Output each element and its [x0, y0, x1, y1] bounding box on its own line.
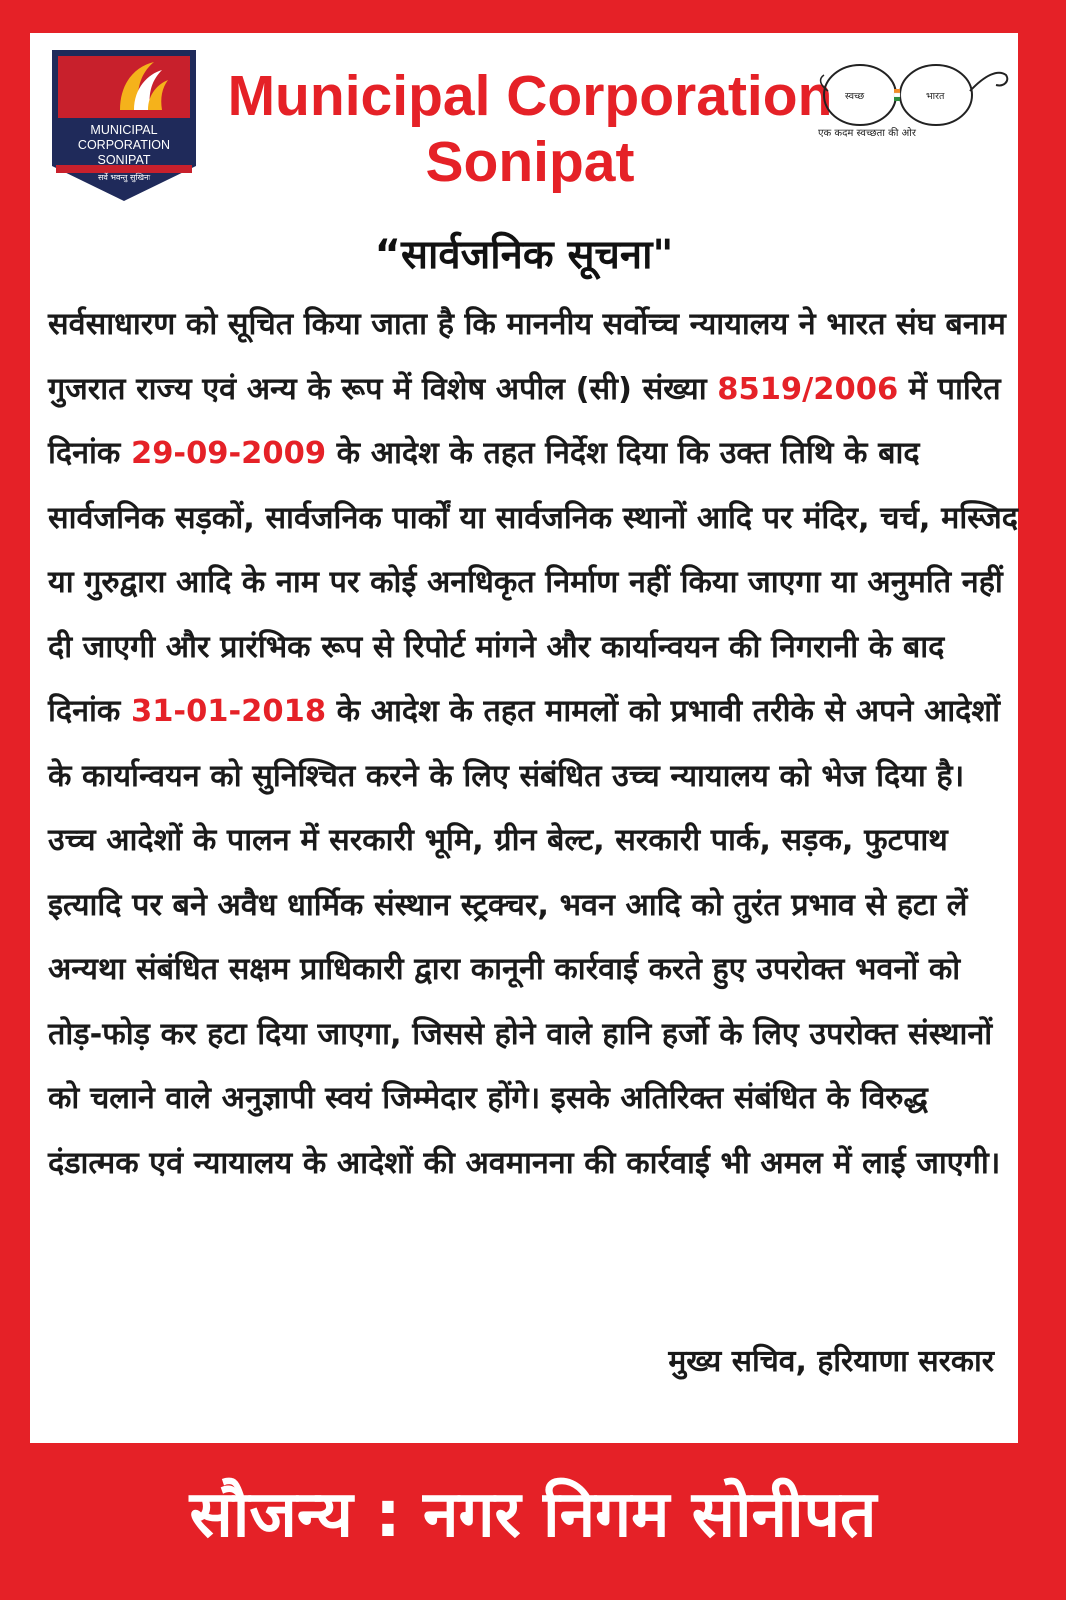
title-line-1: Municipal Corporation [227, 64, 833, 128]
notice-text-part-1: सर्वसाधारण को सूचित किया जाता है कि माननीय सर्वोच्च न्यायालय ने भारत संघ बनाम गुजरात राज्य एवं अन्य के रूप में विशेष अपील (सी) संख्या [48, 307, 1006, 407]
logo-line-2: CORPORATION [77, 138, 171, 152]
notice-text-part-4: के आदेश के तहत मामलों को प्रभावी तरीके से अपने आदेशों के कार्यान्वयन को सुनिश्चित करने के लिए संबंधित उच्च न्यायालय को भेज दिया है। उच्च आदेशों के पालन में सरकारी भूमि, ग्रीन बेल्ट, सरकारी पार्क, सड़क, फुटपाथ इत्यादि पर बने अवैध धार्मिक संस्थान स्ट्रक्चर, भवन आदि को तुरंत प्रभाव से हटा लें अन्यथा संबंधित सक्षम प्राधिकारी द्वारा कानूनी कार्रवाई करते हुए उपरोक्त भवनों को तोड़-फोड़ कर हटा दिया जाएगा, जिससे होने वाले हानि हर्जो के लिए उपरोक्त संस्थानों को चलाने वाले अनुज्ञापी स्वयं जिम्मेदार होंगे। इसके अतिरिक्त संबंधित के विरुद्ध दंडात्मक एवं न्यायालय के आदेशों की अवमानना की कार्रवाई भी अमल में लाई जाएगी। [48, 694, 1001, 1181]
logo-line-1: MUNICIPAL [90, 123, 158, 137]
notice-text-part-2: में पारित दिनांक [48, 371, 1001, 471]
swachh-tagline: एक कदम स्वच्छता की ओर [818, 128, 916, 139]
swachh-right-label: भारत [926, 91, 945, 102]
logo-text [50, 123, 198, 168]
order-date-2: 31-01-2018 [130, 694, 327, 729]
title-line-2: Sonipat [425, 130, 635, 194]
logo-line-3: SONIPAT [97, 153, 151, 167]
case-number: 8519/2006 [717, 371, 899, 407]
notice-text-part-3: के आदेश के तहत निर्देश दिया कि उक्त तिथि के बाद सार्वजनिक सड़कों, सार्वजनिक पार्कों या सार्वजनिक स्थानों आदि पर मंदिर, चर्च, मस्जिद या गुरुद्वारा आदि के नाम पर कोई अनधिकृत निर्माण नहीं किया जाएगा या अनुमति नहीं दी जाएगी और प्रारंभिक रूप से रिपोर्ट मांगने और कार्यान्वयन की निगरानी के बाद दिनांक [48, 436, 1018, 729]
swachh-left-label: स्वच्छ [845, 91, 865, 102]
notice-panel [30, 33, 1018, 1443]
notice-body [48, 293, 1018, 1196]
municipal-corporation-logo [50, 48, 198, 203]
logo-motto: सर्वे भवन्तु सुखिनः [97, 173, 151, 182]
notice-heading: “सार्वजनिक सूचना" [374, 232, 674, 278]
signature: मुख्य सचिव, हरियाणा सरकार [668, 1344, 994, 1379]
footer-courtesy: सौजन्य : नगर निगम सोनीपत [189, 1478, 877, 1552]
page-title [220, 63, 840, 195]
order-date-1: 29-09-2009 [130, 436, 327, 471]
